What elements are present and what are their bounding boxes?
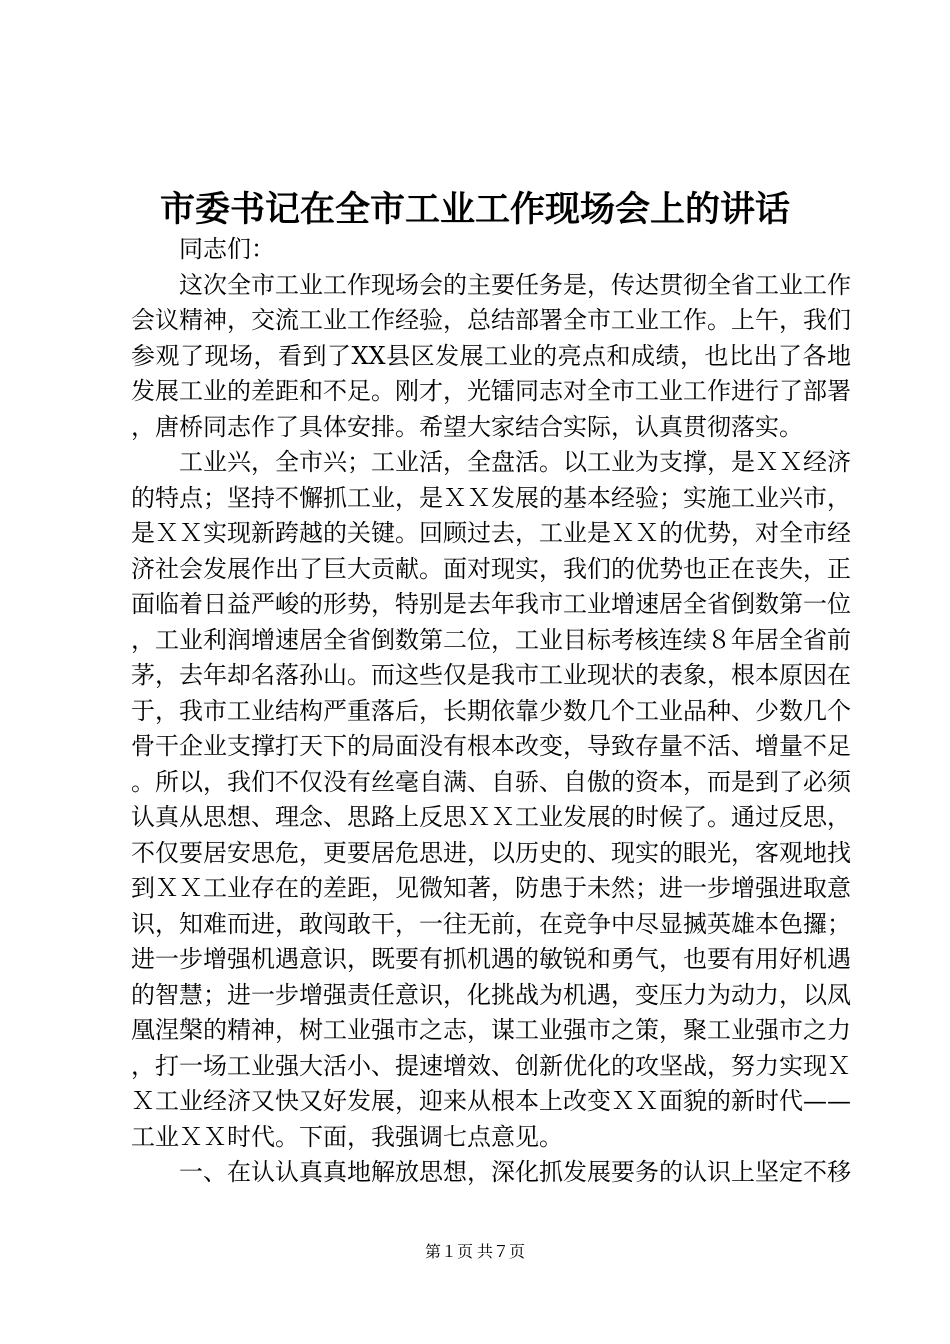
greeting: 同志们：	[179, 235, 275, 263]
page-number-footer: 第１页 共７页	[424, 1244, 525, 1261]
section-heading-1: 一、在认认真真地解放思想，深化抓发展要务的认识上坚定不移	[179, 1158, 851, 1186]
document-title: 市委书记在全市工业工作现场会上的讲话	[159, 189, 790, 230]
document-body	[131, 232, 851, 1191]
paragraph-2: 工业兴，全市兴；工业活，全盘活。以工业为支撑，是ＸＸ经济的特点；坚持不懈抓工业，是ＸＸ发展的基本经验；实施工业兴市，是ＸＸ实现新跨越的关键。回顾过去，工业是ＸＸ的优势，对全市经济社会发展作出了巨大贡献。面对现实，我们的优势也正在丧失，正面临着日益严峻的形势，特别是去年我市工业增速居全省倒数第一位，工业利润增速居全省倒数第二位，工业目标考核连续８年居全省前茅，去年却名落孙山。而这些仅是我市工业现状的表象，根本原因在于，我市工业结构严重落后，长期依靠少数几个工业品种、少数几个骨干企业支撑打天下的局面没有根本改变，导致存量不活、增量不足。所以，我们不仅没有丝毫自满、自骄、自傲的资本，而是到了必须认真从思想、理念、思路上反思ＸＸ工业发展的时候了。通过反思，不仅要居安思危，更要居危思进，以历史的、现实的眼光，客观地找到ＸＸ工业存在的差距，见微知著，防患于未然；进一步增强进取意识，知难而进，敢闯敢干，一往无前，在竞争中尽显搣英雄本色攞；进一步增强机遇意识，既要有抓机遇的敏锐和勇气，也要有用好机遇的智慧；进一步增强责任意识，化挑战为机遇，变压力为动力，以凤凰涅槃的精神，树工业强市之志，谋工业强市之策，聚工业强市之力，打一场工业强大活小、提速增效、创新优化的攻坚战，努力实现ＸＸ工业经济又快又好发展，迎来从根本上改变ＸＸ面貌的新时代——工业ＸＸ时代。下面，我强调七点意见。	[131, 448, 851, 1151]
paragraph-1: 这次全市工业工作现场会的主要任务是，传达贯彻全省工业工作会议精神，交流工业工作经验，总结部署全市工业工作。上午，我们参观了现场，看到了XX县区发展工业的亮点和成绩，也比出了各地发展工业的差距和不足。刚才，光镭同志对全市工业工作进行了部署，唐桥同志作了具体安排。希望大家结合实际，认真贯彻落实。	[131, 270, 851, 441]
